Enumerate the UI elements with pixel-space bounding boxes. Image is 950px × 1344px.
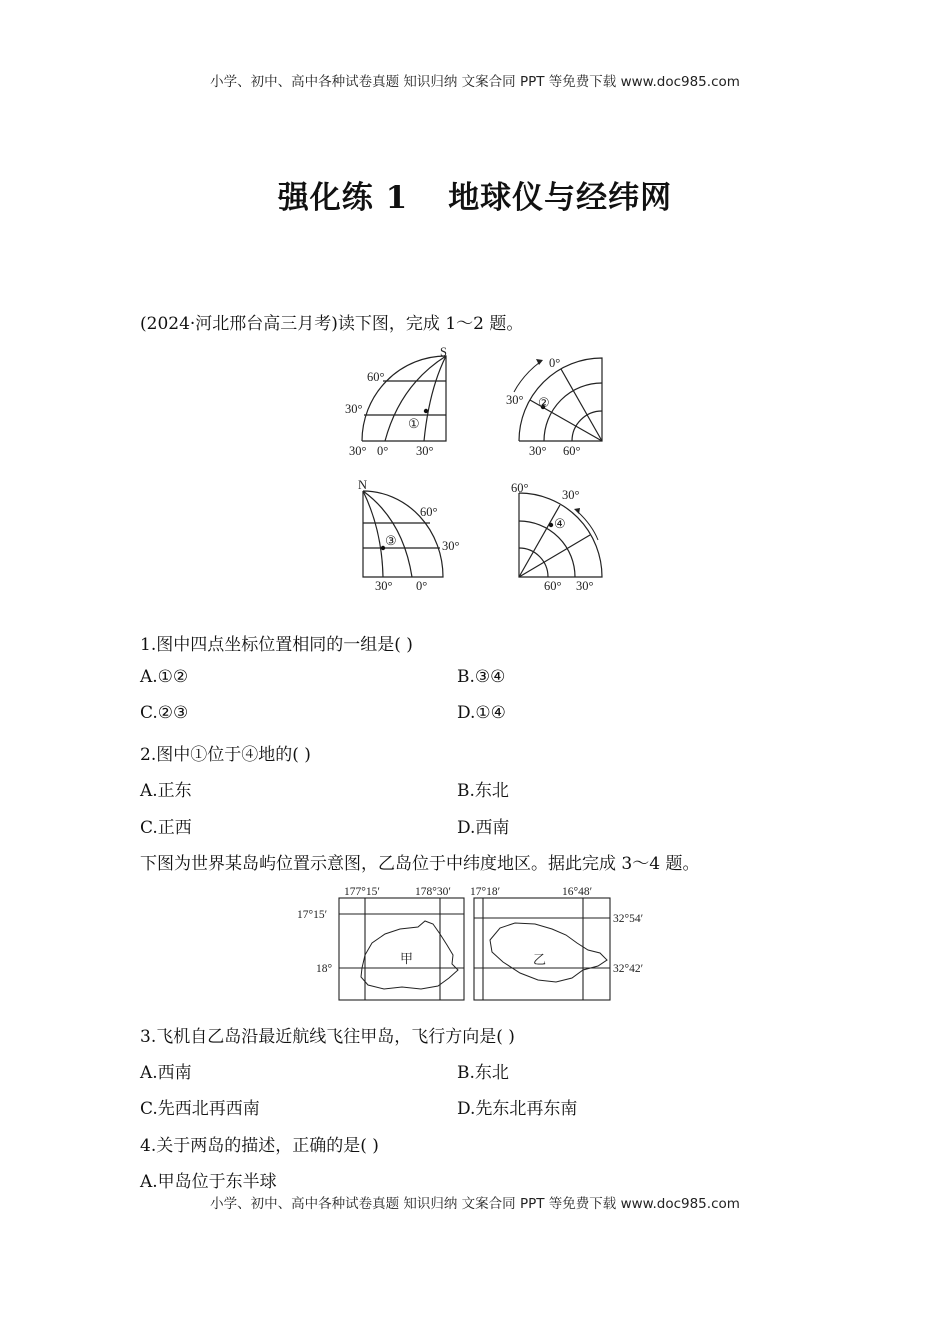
island-yi-outline xyxy=(490,923,607,982)
d1-pole-label: S xyxy=(440,345,447,359)
question-2-option-a[interactable]: A.正东 xyxy=(140,781,192,801)
figure-graticule-diagrams xyxy=(330,340,630,600)
d2-bottom-0: 30° xyxy=(529,444,547,458)
d3-bottom-0: 30° xyxy=(375,579,393,593)
page-footer: 小学、初中、高中各种试卷真题 知识归纳 文案合同 PPT 等免费下载 www.doc985.com xyxy=(210,1196,740,1212)
d1-lat-mid: 30° xyxy=(345,402,363,416)
d1-point-label: ① xyxy=(408,416,420,431)
jia-lat-2: 18° xyxy=(316,963,333,975)
page-header: 小学、初中、高中各种试卷真题 知识归纳 文案合同 PPT 等免费下载 www.doc985.com xyxy=(210,74,740,90)
diagram-3-labels xyxy=(358,478,460,593)
title-part1: 强化练 1 xyxy=(277,180,409,216)
yi-lat-1: 32°54′ xyxy=(613,913,644,925)
question-1-option-a[interactable]: A.①② xyxy=(140,667,189,687)
question-4-stem: 4.关于两岛的描述，正确的是( ) xyxy=(140,1136,379,1156)
d1-bottom-0: 30° xyxy=(349,444,367,458)
d2-point-label: ② xyxy=(538,395,550,410)
map-jia-labels xyxy=(297,886,451,975)
d4-top-left: 60° xyxy=(511,481,529,495)
question-3-option-c[interactable]: C.先西北再西南 xyxy=(140,1099,260,1119)
jia-lon-2: 178°30′ xyxy=(415,886,451,898)
d1-lat-top: 60° xyxy=(367,370,385,384)
question-1-option-b[interactable]: B.③④ xyxy=(457,667,506,687)
question-1-option-c[interactable]: C.②③ xyxy=(140,703,189,723)
question-3-stem: 3.飞机自乙岛沿最近航线飞往甲岛，飞行方向是( ) xyxy=(140,1027,515,1047)
title-part2: 地球仪与经纬网 xyxy=(448,180,673,216)
question-2-option-c[interactable]: C.正西 xyxy=(140,818,192,838)
diagram-3 xyxy=(363,491,443,577)
question-2-option-d[interactable]: D.西南 xyxy=(457,818,510,838)
d4-bottom-0: 60° xyxy=(544,579,562,593)
question-3-option-d[interactable]: D.先东北再东南 xyxy=(457,1099,578,1119)
page-title xyxy=(0,172,950,217)
diagram-1 xyxy=(362,356,446,441)
d3-right-top: 60° xyxy=(420,505,438,519)
jia-lat-1: 17°15′ xyxy=(297,909,328,921)
question-1-option-d[interactable]: D.①④ xyxy=(457,703,506,723)
d1-bottom-1: 0° xyxy=(377,444,389,458)
d1-bottom-2: 30° xyxy=(416,444,434,458)
island-yi-name: 乙 xyxy=(533,952,547,967)
question-3-option-b[interactable]: B.东北 xyxy=(457,1063,509,1083)
diagram-2 xyxy=(514,358,602,441)
map-jia xyxy=(339,898,464,1000)
d3-right-mid: 30° xyxy=(442,539,460,553)
d2-top: 0° xyxy=(549,356,561,370)
map-yi xyxy=(474,898,610,1000)
question-3-option-a[interactable]: A.西南 xyxy=(140,1063,192,1083)
d4-top-right: 30° xyxy=(562,488,580,502)
d3-pole-label: N xyxy=(358,478,368,492)
diagram-4 xyxy=(519,493,602,577)
island-jia-name: 甲 xyxy=(400,951,414,966)
question-1-stem: 1.图中四点坐标位置相同的一组是( ) xyxy=(140,635,413,655)
yi-lat-2: 32°42′ xyxy=(613,963,644,975)
question-4-option-a[interactable]: A.甲岛位于东半球 xyxy=(140,1172,277,1192)
d4-bottom-1: 30° xyxy=(576,579,594,593)
figure-island-maps xyxy=(290,880,670,1005)
intro-q1-2: (2024·河北邢台高三月考)读下图，完成 1～2 题。 xyxy=(140,314,524,334)
yi-lon-1: 17°18′ xyxy=(470,886,501,898)
d3-point-label: ③ xyxy=(385,533,397,548)
d2-bottom-1: 60° xyxy=(563,444,581,458)
d4-point xyxy=(549,523,553,527)
diagram-4-labels xyxy=(511,481,594,593)
d3-bottom-1: 0° xyxy=(416,579,428,593)
yi-lon-2: 16°48′ xyxy=(562,886,593,898)
d4-point-label: ④ xyxy=(554,516,566,531)
diagram-2-labels xyxy=(506,356,581,458)
question-2-option-b[interactable]: B.东北 xyxy=(457,781,509,801)
d1-point xyxy=(424,409,428,413)
question-2-stem: 2.图中①位于④地的( ) xyxy=(140,745,311,765)
d2-left: 30° xyxy=(506,393,524,407)
intro-q3-4: 下图为世界某岛屿位置示意图，乙岛位于中纬度地区。据此完成 3～4 题。 xyxy=(140,854,700,874)
jia-lon-1: 177°15′ xyxy=(344,886,380,898)
